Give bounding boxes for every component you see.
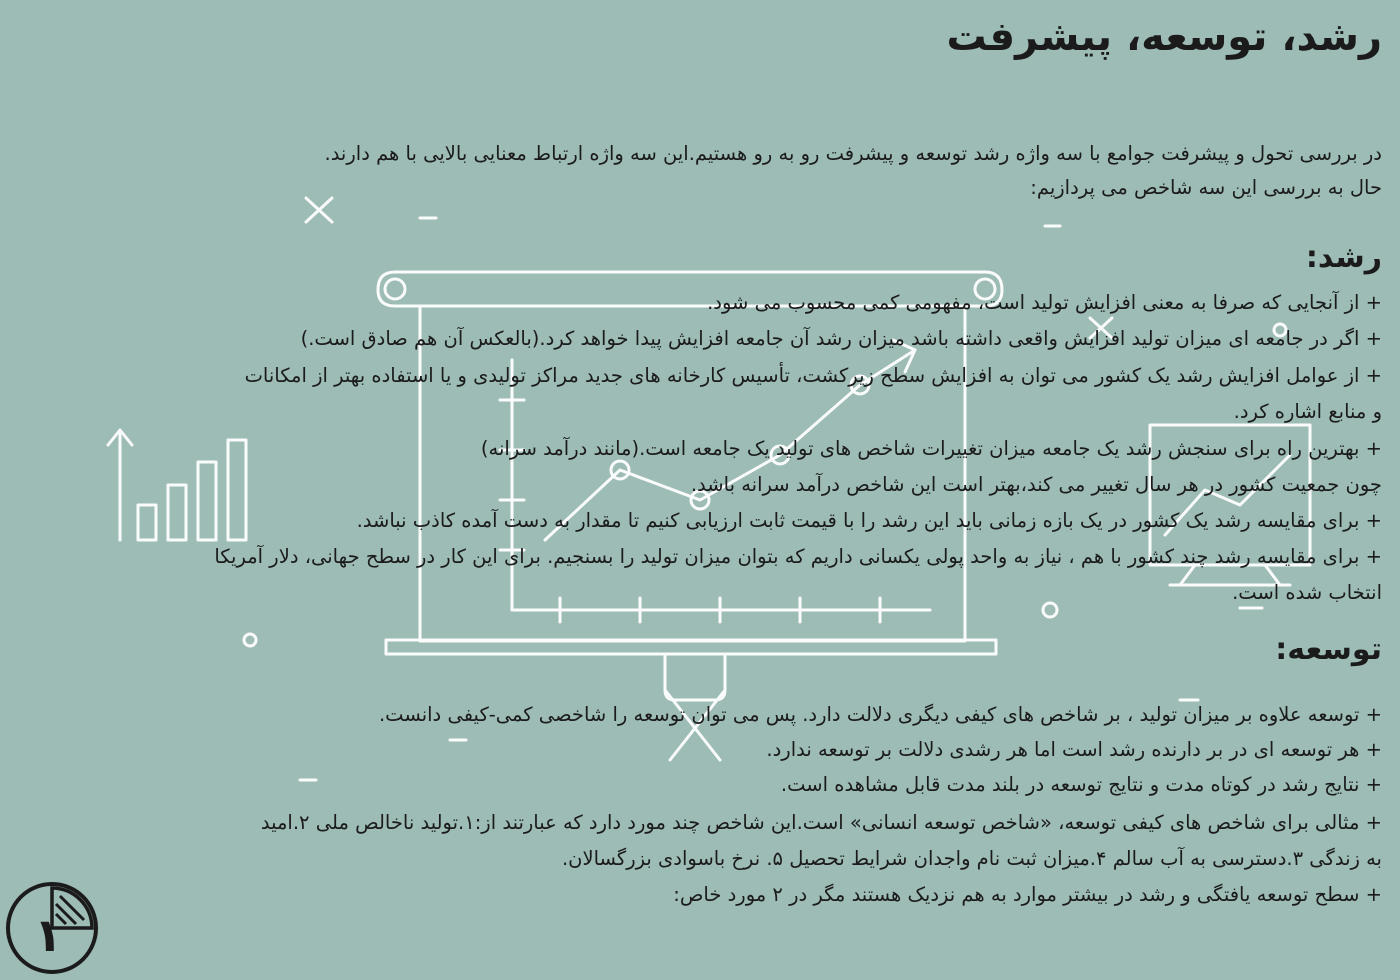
growth-line-4: و منابع اشاره کرد. <box>1233 400 1382 423</box>
growth-line-7: + برای مقایسه رشد یک کشور در یک بازه زمانی باید این رشد را با قیمت ثابت ارزیابی کنیم تا مقدار به دست آمده کاذب نباشد. <box>356 509 1382 532</box>
growth-line-2: + اگر در جامعه ای میزان تولید افزایش واقعی داشته باشد میزان رشد آن جامعه افزایش پیدا خواهد کرد.(بالعکس آن هم صادق است.) <box>300 327 1382 350</box>
page-title: رشد، توسعه، پیشرفت <box>946 14 1382 60</box>
growth-line-6: چون جمعیت کشور در هر سال تغییر می کند،بهتر است این شاخص درآمد سرانه باشد. <box>690 473 1382 496</box>
growth-line-3: + از عوامل افزایش رشد یک کشور می توان به افزایش سطح زیرکشت، تأسیس کارخانه های جدید مراکز تولیدی و یا استفاده بهتر از امکانات <box>244 364 1382 387</box>
growth-line-8: + برای مقایسه رشد چند کشور با هم ، نیاز به واحد پولی یکسانی داریم که بتوان میزان تولید را بسنجیم. برای این کار در سطح جهانی، دلار آمریکا <box>214 545 1382 568</box>
development-line-5: به زندگی ۳.دسترسی به آب سالم ۴.میزان ثبت نام واجدان شرایط تحصیل ۵. نرخ باسوادی بزرگسالان. <box>561 847 1382 870</box>
growth-line-1: + از آنجایی که صرفا به معنی افزایش تولید است، مفهومی کمی محسوب می شود. <box>707 291 1382 314</box>
development-heading: توسعه: <box>1275 632 1382 667</box>
page-number: ۱ <box>34 908 63 962</box>
development-line-2: + هر توسعه ای در بر دارنده رشد است اما هر رشدی دلالت بر توسعه ندارد. <box>766 738 1382 761</box>
development-line-4: + مثالی برای شاخص های کیفی توسعه، «شاخص توسعه انسانی» است.این شاخص چند مورد دارد که عبارتند از:۱.تولید ناخالص ملی ۲.امید <box>260 811 1382 834</box>
growth-line-9: انتخاب شده است. <box>1232 581 1382 604</box>
growth-heading: رشد: <box>1305 240 1382 275</box>
intro-line-1: در بررسی تحول و پیشرفت جوامع با سه واژه رشد توسعه و پیشرفت رو به رو هستیم.این سه واژه ارتباط معنایی بالایی با هم دارند. <box>324 142 1382 165</box>
development-line-6: + سطح توسعه یافتگی و رشد در بیشتر موارد به هم نزدیک هستند مگر در ۲ مورد خاص: <box>673 883 1382 906</box>
intro-line-2: حال به بررسی این سه شاخص می پردازیم: <box>1030 176 1382 199</box>
growth-line-5: + بهترین راه برای سنجش رشد یک جامعه میزان تغییرات شاخص های تولید یک جامعه است.(مانند درآمد سرانه) <box>480 437 1382 460</box>
development-line-3: + نتایج رشد در کوتاه مدت و نتایج توسعه در بلند مدت قابل مشاهده است. <box>780 773 1382 796</box>
development-line-1: + توسعه علاوه بر میزان تولید ، بر شاخص های کیفی دیگری دلالت دارد. پس می توان توسعه را شاخصی کمی-کیفی دانست. <box>378 703 1382 726</box>
